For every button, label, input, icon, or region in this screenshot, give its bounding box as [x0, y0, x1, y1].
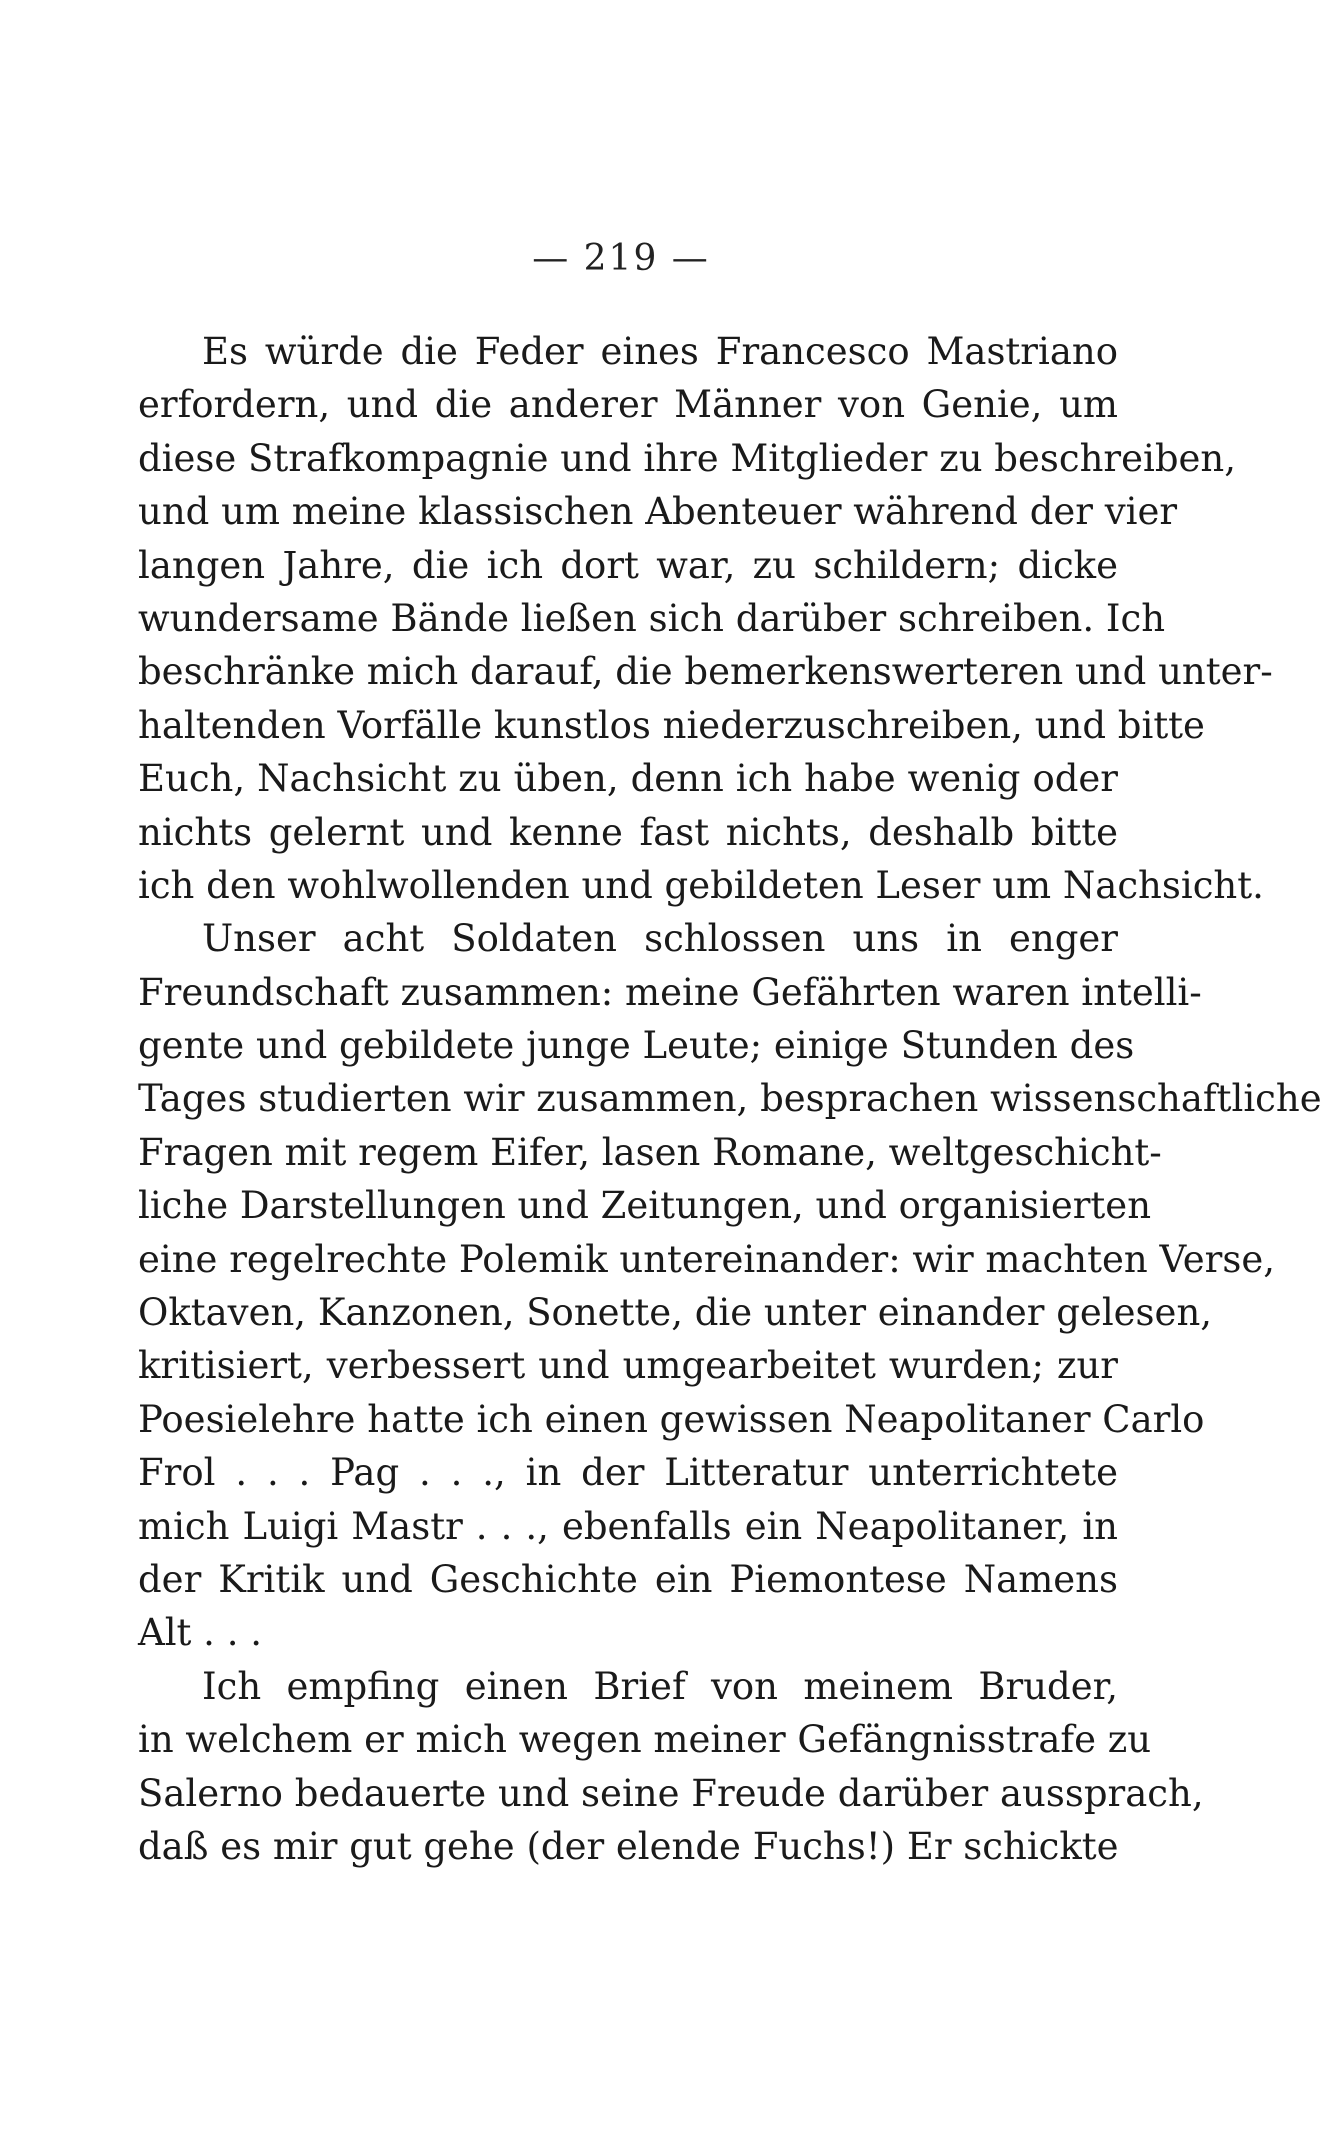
- page-number: — 219 —: [532, 238, 710, 279]
- text-line: wundersame Bände ließen sich darüber schreiben. Ich: [138, 596, 1166, 640]
- text-line: Frol . . . Pag . . ., in der Litteratur unterrichtete: [138, 1451, 1118, 1495]
- text-line: mich Luigi Mastr . . ., ebenfalls ein Neapolitaner, in: [138, 1504, 1118, 1548]
- text-line: Es würde die Feder eines Francesco Mastriano: [202, 330, 1118, 373]
- text-line: liche Darstellungen und Zeitungen, und organisierten: [138, 1184, 1152, 1228]
- text-line: beschränke mich darauf, die bemerkenswerteren und unter-: [138, 650, 1273, 694]
- text-line: Unser acht Soldaten schlossen uns in enger: [202, 917, 1118, 961]
- text-line: diese Strafkompagnie und ihre Mitglieder zu beschreiben,: [138, 436, 1237, 480]
- text-line: Alt . . .: [138, 1611, 262, 1655]
- text-line: kritisiert, verbessert und umgearbeitet wurden; zur: [138, 1344, 1118, 1388]
- text-line: ich den wohlwollenden und gebildeten Leser um Nachsicht.: [138, 863, 1264, 907]
- text-line: Ich empfing einen Brief von meinem Bruder,: [202, 1664, 1118, 1708]
- text-line: Salerno bedauerte und seine Freude darüber aussprach,: [138, 1771, 1204, 1815]
- body-text: [138, 325, 1322, 1873]
- text-line: nichts gelernt und kenne fast nichts, deshalb bitte: [138, 810, 1118, 854]
- text-line: gente und gebildete junge Leute; einige Stunden des: [138, 1024, 1135, 1068]
- text-line: Tages studierten wir zusammen, besprachen wissenschaftliche: [138, 1077, 1322, 1121]
- text-line: und um meine klassischen Abenteuer während der vier: [138, 490, 1178, 534]
- text-line: der Kritik und Geschichte ein Piemontese Namens: [138, 1557, 1118, 1601]
- text-line: Euch, Nachsicht zu üben, denn ich habe wenig oder: [138, 757, 1118, 801]
- text-line: Poesielehre hatte ich einen gewissen Neapolitaner Carlo: [138, 1397, 1205, 1441]
- text-line: eine regelrechte Polemik untereinander: wir machten Verse,: [138, 1237, 1275, 1281]
- text-line: daß es mir gut gehe (der elende Fuchs!) Er schickte: [138, 1824, 1119, 1868]
- text-line: erfordern, und die anderer Männer von Genie, um: [138, 383, 1118, 427]
- text-line: langen Jahre, die ich dort war, zu schildern; dicke: [138, 543, 1118, 587]
- text-line: Fragen mit regem Eifer, lasen Romane, weltgeschicht-: [138, 1130, 1162, 1174]
- text-line: Freundschaft zusammen: meine Gefährten waren intelli-: [138, 970, 1202, 1014]
- text-line: haltenden Vorfälle kunstlos niederzuschreiben, und bitte: [138, 703, 1205, 747]
- text-line: Oktaven, Kanzonen, Sonette, die unter einander gelesen,: [138, 1291, 1213, 1335]
- text-line: in welchem er mich wegen meiner Gefängnisstrafe zu: [138, 1718, 1152, 1762]
